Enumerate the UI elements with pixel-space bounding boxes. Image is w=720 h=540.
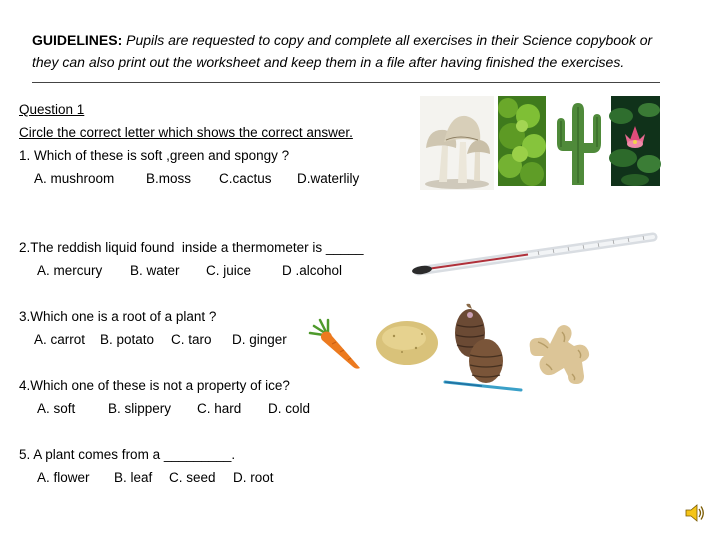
waterlily-image bbox=[611, 96, 660, 186]
guidelines-label: GUIDELINES: bbox=[32, 32, 123, 48]
q4-option-b[interactable]: B. slippery bbox=[108, 401, 172, 416]
q3-option-b[interactable]: B. potato bbox=[100, 332, 155, 347]
guidelines-line2: they can also print out the worksheet and keep them in a file after having finished the exercises. bbox=[32, 54, 625, 70]
q5-option-c[interactable]: C. seed bbox=[169, 470, 216, 485]
q5-option-d[interactable]: D. root bbox=[233, 470, 274, 485]
potato-image bbox=[374, 318, 440, 368]
question4-text: 4.Which one of these is not a property of ice? bbox=[19, 378, 290, 393]
speaker-icon[interactable] bbox=[684, 502, 706, 524]
taro-image bbox=[448, 303, 506, 387]
guidelines-line1: Pupils are requested to copy and complete all exercises in their Science copybook or bbox=[122, 32, 653, 48]
divider bbox=[32, 82, 660, 83]
carrot-image bbox=[306, 318, 362, 370]
q3-option-a[interactable]: A. carrot bbox=[34, 332, 86, 347]
q2-option-d[interactable]: D .alcohol bbox=[282, 263, 343, 278]
q1-option-a[interactable]: A. mushroom bbox=[34, 171, 115, 186]
q2-option-a[interactable]: A. mercury bbox=[37, 263, 103, 278]
q5-option-b[interactable]: B. leaf bbox=[114, 470, 153, 485]
thermometer-blue-image bbox=[442, 378, 524, 394]
guidelines bbox=[32, 29, 672, 73]
q5-option-a[interactable]: A. flower bbox=[37, 470, 90, 485]
question5-text: 5. A plant comes from a _________. bbox=[19, 447, 236, 462]
question3-text: 3.Which one is a root of a plant ? bbox=[19, 309, 217, 324]
q1-option-c[interactable]: C.cactus bbox=[219, 171, 272, 186]
cactus-image bbox=[551, 93, 605, 188]
question2-text: 2.The reddish liquid found inside a thermometer is _____ bbox=[19, 240, 364, 255]
q3-option-c[interactable]: C. taro bbox=[171, 332, 212, 347]
q1-option-d[interactable]: D.waterlily bbox=[297, 171, 360, 186]
q4-option-d[interactable]: D. cold bbox=[268, 401, 311, 416]
moss-image bbox=[498, 96, 546, 186]
question1-heading: Question 1 bbox=[19, 102, 85, 117]
q2-option-b[interactable]: B. water bbox=[130, 263, 180, 278]
mushroom-image bbox=[420, 96, 494, 190]
question1-text: 1. Which of these is soft ,green and spongy ? bbox=[19, 148, 290, 163]
question1-instruction: Circle the correct letter which shows the correct answer. bbox=[19, 125, 353, 140]
q4-option-a[interactable]: A. soft bbox=[37, 401, 76, 416]
q3-option-d[interactable]: D. ginger bbox=[232, 332, 287, 347]
ginger-image bbox=[524, 318, 596, 388]
q4-option-c[interactable]: C. hard bbox=[197, 401, 242, 416]
q1-option-b[interactable]: B.moss bbox=[146, 171, 192, 186]
q2-option-c[interactable]: C. juice bbox=[206, 263, 252, 278]
thermometer-image bbox=[408, 229, 658, 279]
